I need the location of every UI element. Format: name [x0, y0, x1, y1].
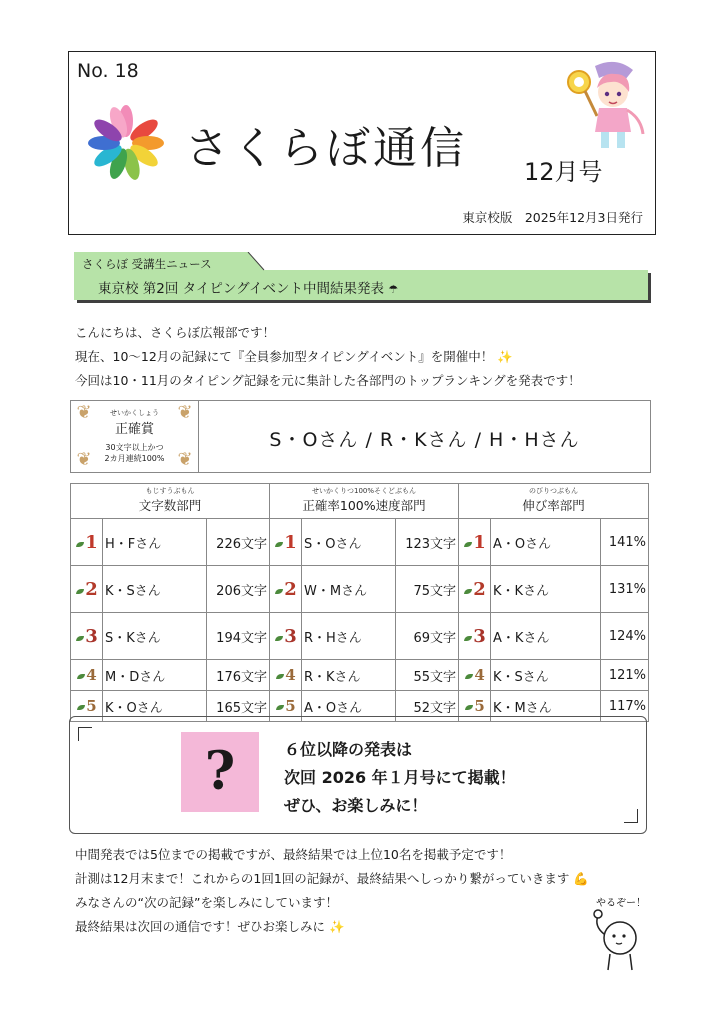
ranker-name: A・Oさん	[491, 519, 601, 566]
outro-line: 中間発表では5位までの掲載ですが、最終結果では上位10名を掲載予定です！	[75, 847, 512, 862]
ranker-value: 75文字	[396, 566, 459, 613]
ornament-icon: ❦	[177, 402, 193, 423]
outro-line: 計測は12月末まで！これからの1回1回の記録が、最終結果へしっかり繋がっていきます 💪	[75, 871, 589, 886]
table-row	[71, 660, 649, 691]
intro-paragraph	[75, 321, 581, 393]
intro-line: こんにちは、さくらぼ広報部です！	[75, 325, 276, 340]
award-condition: 30文字以上かつ 2カ月連続100%	[104, 443, 165, 463]
headline-text: 東京校 第2回 タイピングイベント中間結果発表	[98, 281, 384, 297]
ranker-value: 55文字	[396, 660, 459, 691]
banner-tab: さくらぼ 受講生ニュース	[74, 252, 244, 274]
corner-bracket	[78, 727, 92, 741]
banner-headline	[74, 270, 648, 300]
rank-2-icon: 2	[71, 566, 103, 613]
news-banner	[74, 252, 650, 308]
mascot-girl-icon	[561, 58, 647, 154]
sparkle-icon: ✨	[325, 919, 345, 934]
ranker-value: 123文字	[396, 519, 459, 566]
ranker-value: 176文字	[207, 660, 270, 691]
newsletter-header	[68, 51, 656, 235]
question-card: ?	[181, 732, 259, 812]
rank-3-icon: 3	[459, 613, 491, 660]
ranker-value: 131%	[601, 566, 649, 613]
outro-line: 最終結果は次回の通信です！ぜひお楽しみに ✨	[75, 919, 345, 934]
ranker-name: K・Mさん	[491, 691, 601, 722]
ranker-value: 121%	[601, 660, 649, 691]
rankings-table	[70, 483, 649, 722]
ranker-value: 52文字	[396, 691, 459, 722]
rank-5-icon: 5	[270, 691, 302, 722]
cheering-character-icon	[586, 892, 658, 972]
ornament-icon: ❦	[76, 402, 92, 423]
rank-4-icon: 4	[71, 660, 103, 691]
table-row	[71, 566, 649, 613]
corner-bracket	[624, 809, 638, 823]
ranker-name: K・Sさん	[491, 660, 601, 691]
closing-paragraph	[75, 843, 589, 939]
rank-4-icon: 4	[270, 660, 302, 691]
rank-3-icon: 3	[270, 613, 302, 660]
category-header-accuracy-speed: せいかくりつ100%そくどぶもん 正確率100%速度部門	[270, 484, 459, 519]
sakura-logo-icon	[85, 102, 167, 184]
rank-1-icon: 1	[71, 519, 103, 566]
ranker-name: A・Oさん	[302, 691, 396, 722]
ranker-value: 194文字	[207, 613, 270, 660]
award-winners: S・Oさん / R・Kさん / H・Hさん	[269, 429, 580, 451]
newsletter-title: さくらぼ通信	[185, 123, 467, 174]
umbrella-icon: ☂	[388, 283, 399, 296]
rank-5-icon: 5	[71, 691, 103, 722]
ranker-name: A・Kさん	[491, 613, 601, 660]
award-label	[71, 401, 199, 472]
award-name: 正確賞	[114, 422, 154, 437]
table-row	[71, 519, 649, 566]
rank-2-icon: 2	[459, 566, 491, 613]
ranker-value: 117%	[601, 691, 649, 722]
ranker-name: M・Dさん	[103, 660, 207, 691]
rank-1-icon: 1	[270, 519, 302, 566]
flexed-arm-icon: 💪	[569, 871, 589, 886]
ranker-value: 124%	[601, 613, 649, 660]
rank-2-icon: 2	[270, 566, 302, 613]
rank-4-icon: 4	[459, 660, 491, 691]
ranker-name: K・Kさん	[491, 566, 601, 613]
rank-5-icon: 5	[459, 691, 491, 722]
ranker-value: 69文字	[396, 613, 459, 660]
accuracy-award-box	[70, 400, 651, 473]
rank-1-icon: 1	[459, 519, 491, 566]
ranker-name: H・Fさん	[103, 519, 207, 566]
ranker-name: W・Mさん	[302, 566, 396, 613]
issue-month: 12月号	[524, 158, 603, 186]
ornament-icon: ❦	[76, 449, 92, 470]
ranker-name: R・Kさん	[302, 660, 396, 691]
notice-text: ６位以降の発表は 次回 2026 年１月号にて掲載！ ぜひ、お楽しみに！	[284, 740, 516, 815]
category-header-chars: もじすうぶもん 文字数部門	[71, 484, 270, 519]
intro-line: 今回は10・11月のタイピング記録を元に集計した各部門のトップランキングを発表です！	[75, 373, 581, 388]
sparkle-icon: ✨	[493, 349, 513, 364]
rank-3-icon: 3	[71, 613, 103, 660]
publication-info: 東京校版 2025年12月3日発行	[462, 210, 643, 225]
ranker-name: K・Sさん	[103, 566, 207, 613]
banner-tab-corner	[242, 252, 266, 274]
outro-line: みなさんの“次の記録”を楽しみにしています！	[75, 895, 338, 910]
ranker-name: S・Kさん	[103, 613, 207, 660]
ranker-value: 206文字	[207, 566, 270, 613]
category-header-growth: のびりつぶもん 伸び率部門	[459, 484, 649, 519]
table-row	[71, 613, 649, 660]
ranker-value: 141%	[601, 519, 649, 566]
next-issue-notice	[69, 716, 647, 834]
issue-number: No. 18	[77, 60, 139, 82]
award-ruby: せいかくしょう	[110, 409, 159, 417]
ranker-value: 165文字	[207, 691, 270, 722]
ornament-icon: ❦	[177, 449, 193, 470]
ranker-name: K・Oさん	[103, 691, 207, 722]
ranker-value: 226文字	[207, 519, 270, 566]
intro-line: 現在、10～12月の記録にて『全員参加型タイピングイベント』を開催中！ ✨	[75, 349, 513, 364]
sticker-text: やるぞー！	[596, 898, 646, 909]
ranker-name: S・Oさん	[302, 519, 396, 566]
ranker-name: R・Hさん	[302, 613, 396, 660]
